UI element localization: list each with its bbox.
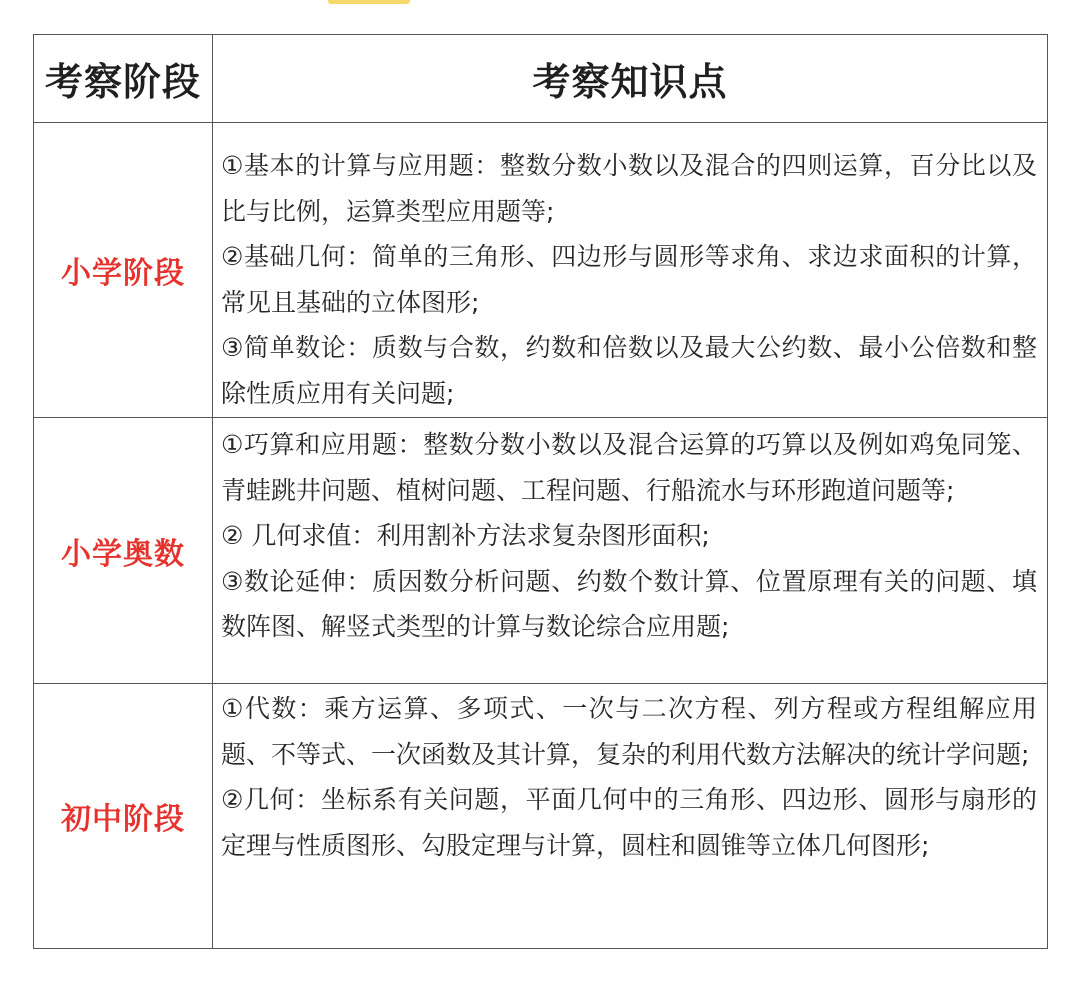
table-row [34,123,1048,418]
knowledge-item: ③数论延伸：质因数分析问题、约数个数计算、位置原理有关的问题、填数阵图、解竖式类型的计算与数论综合应用题; [221,566,1037,641]
stage-label-olympiad: 小学奥数 [34,418,213,684]
knowledge-item: ③简单数论：质数与合数，约数和倍数以及最大公约数、最小公倍数和整除性质应用有关问题; [221,333,1037,408]
stage-label-junior-high: 初中阶段 [34,684,213,949]
knowledge-cell [213,418,1048,684]
table-row [34,418,1048,684]
stage-label-primary: 小学阶段 [34,123,213,418]
table-header-row [34,35,1048,123]
table-row [34,684,1048,949]
header-stage: 考察阶段 [34,35,213,123]
knowledge-item: ①巧算和应用题：整数分数小数以及混合运算的巧算以及例如鸡兔同笼、青蛙跳井问题、植树问题、工程问题、行船流水与环形跑道问题等; [221,430,1037,505]
knowledge-table [33,34,1048,949]
top-accent-decoration [328,0,410,4]
knowledge-cell [213,123,1048,418]
knowledge-item: ②几何：坐标系有关问题，平面几何中的三角形、四边形、圆形与扇形的定理与性质图形、勾股定理与计算，圆柱和圆锥等立体几何图形; [221,785,1037,860]
header-knowledge: 考察知识点 [213,35,1048,123]
knowledge-item: ①代数：乘方运算、多项式、一次与二次方程、列方程或方程组解应用题、不等式、一次函数及其计算，复杂的利用代数方法解决的统计学问题; [221,694,1037,769]
knowledge-item: ② 几何求值：利用割补方法求复杂图形面积; [221,521,710,550]
knowledge-item: ①基本的计算与应用题：整数分数小数以及混合的四则运算，百分比以及比与比例，运算类型应用题等; [221,151,1037,226]
knowledge-item: ②基础几何：简单的三角形、四边形与圆形等求角、求边求面积的计算，常见且基础的立体图形; [221,242,1037,317]
knowledge-cell [213,684,1048,949]
